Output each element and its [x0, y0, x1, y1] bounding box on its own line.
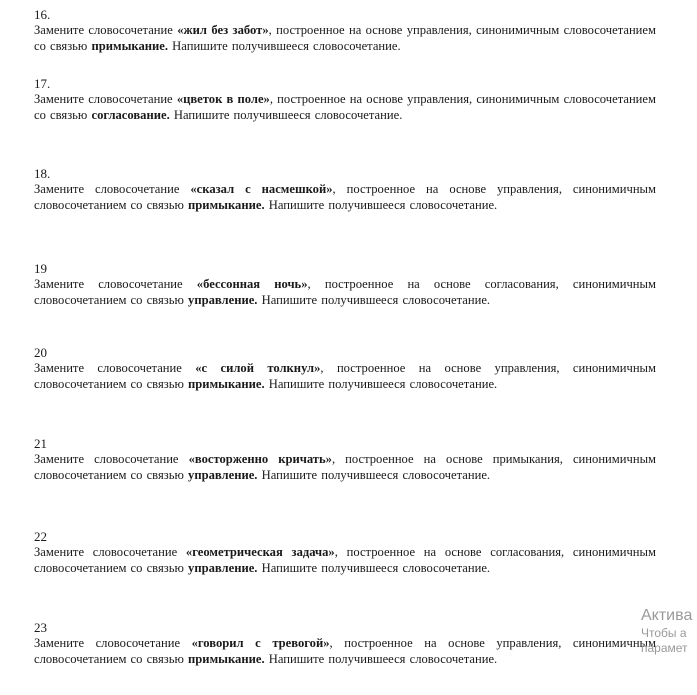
text-middle: , построенное на основе примыкания, синонимичным словосочетанием со связью — [34, 452, 657, 482]
text-before: Замените словосочетание — [34, 636, 192, 650]
task-22 — [34, 530, 656, 576]
watermark-line-2: парамет — [641, 641, 688, 655]
text-after: Напишите получившееся словосочетание. — [257, 468, 491, 482]
task-text — [34, 181, 656, 213]
watermark-title: Актива — [641, 607, 693, 624]
text-middle: , построенное на основе управления, синонимичным словосочетанием со связью — [34, 182, 656, 212]
text-middle: , построенное на основе согласования, синонимичным словосочетанием со связью — [34, 277, 656, 307]
task-number: 22 — [34, 529, 47, 544]
task-number: 16. — [34, 7, 51, 22]
text-after: Напишите получившееся словосочетание. — [264, 377, 498, 391]
target-phrase: «восторженно кричать» — [188, 452, 332, 466]
task-number: 21 — [34, 436, 47, 451]
task-text — [34, 544, 656, 576]
task-number: 19 — [34, 261, 47, 276]
task-20 — [34, 346, 656, 392]
task-18 — [34, 167, 656, 213]
task-23 — [34, 621, 656, 667]
task-text — [34, 276, 656, 308]
text-before: Замените словосочетание — [34, 92, 177, 106]
connection-type: согласование. — [91, 108, 170, 122]
target-phrase: «сказал с насмешкой» — [190, 182, 333, 196]
task-21 — [34, 437, 656, 483]
text-before: Замените словосочетание — [34, 545, 186, 559]
text-before: Замените словосочетание — [34, 277, 197, 291]
text-middle: , построенное на основе согласования, синонимичным словосочетанием со связью — [34, 545, 656, 575]
text-after: Напишите получившееся словосочетание. — [257, 293, 491, 307]
text-after: Напишите получившееся словосочетание. — [169, 108, 403, 122]
target-phrase: «цветок в поле» — [176, 92, 270, 106]
text-middle: , построенное на основе управления, синонимичным словосочетанием со связью — [34, 361, 656, 391]
target-phrase: «бессонная ночь» — [196, 277, 308, 291]
connection-type: примыкание. — [188, 377, 265, 391]
task-text — [34, 360, 656, 392]
task-number: 23 — [34, 620, 47, 635]
task-text — [34, 451, 656, 483]
connection-type: управление. — [188, 561, 258, 575]
text-after: Напишите получившееся словосочетание. — [264, 652, 498, 666]
task-number: 20 — [34, 345, 47, 360]
text-middle: , построенное на основе управления, синонимичным словосочетанием со связью — [34, 23, 656, 53]
target-phrase: «с силой толкнул» — [195, 361, 321, 375]
task-16 — [34, 8, 656, 54]
connection-type: управление. — [188, 293, 258, 307]
text-middle: , построенное на основе управления, синонимичным словосочетанием со связью — [34, 636, 656, 666]
windows-activation-watermark — [641, 606, 697, 666]
text-before: Замените словосочетание — [34, 23, 178, 37]
task-17 — [34, 77, 656, 123]
watermark-line-1: Чтобы а — [641, 626, 687, 640]
text-before: Замените словосочетание — [34, 182, 191, 196]
task-text — [34, 91, 656, 123]
task-text — [34, 635, 656, 667]
target-phrase: «геометрическая задача» — [185, 545, 335, 559]
task-number: 18. — [34, 166, 51, 181]
connection-type: примыкание. — [188, 198, 265, 212]
target-phrase: «говорил с тревогой» — [191, 636, 330, 650]
text-after: Напишите получившееся словосочетание. — [257, 561, 491, 575]
text-before: Замените словосочетание — [34, 452, 189, 466]
text-after: Напишите получившееся словосочетание. — [168, 39, 401, 53]
target-phrase: «жил без забот» — [177, 23, 269, 37]
text-before: Замените словосочетание — [34, 361, 196, 375]
task-text — [34, 22, 656, 54]
task-19 — [34, 262, 656, 308]
task-number: 17. — [34, 76, 51, 91]
connection-type: примыкание. — [91, 39, 169, 53]
text-middle: , построенное на основе управления, синонимичным словосочетанием со связью — [34, 92, 656, 122]
connection-type: примыкание. — [188, 652, 265, 666]
text-after: Напишите получившееся словосочетание. — [264, 198, 498, 212]
connection-type: управление. — [188, 468, 258, 482]
